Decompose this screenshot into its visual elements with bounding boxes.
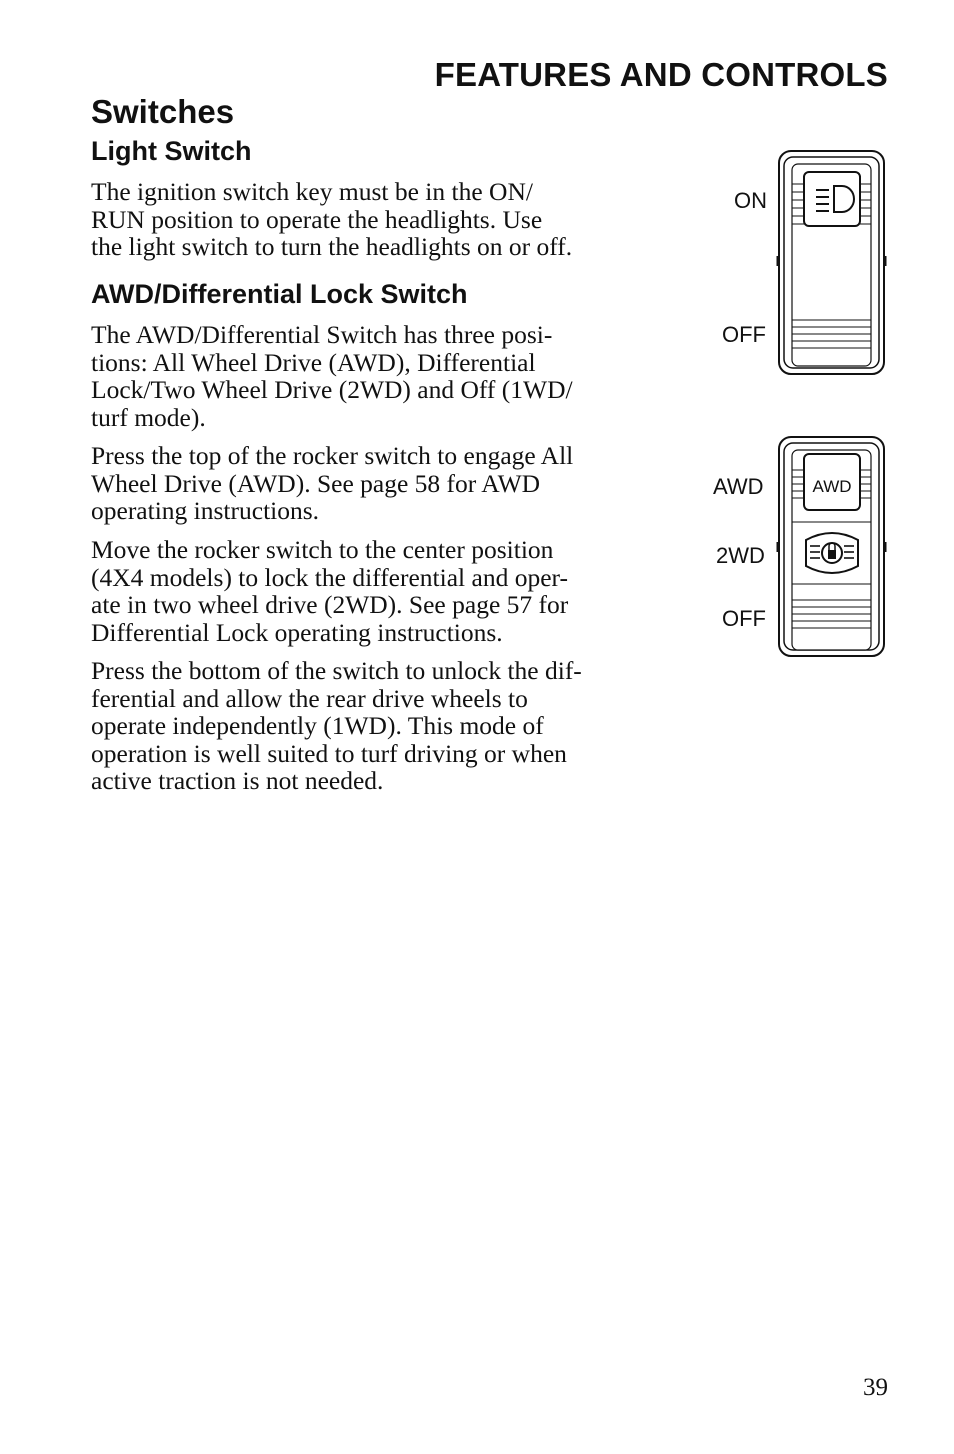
text-line: Differential Lock operating instructions. [91, 617, 503, 647]
text-line: operate independently (1WD). This mode of [91, 711, 544, 741]
section-title: Switches [91, 93, 235, 130]
awd-label: AWD [713, 474, 764, 499]
light-switch-heading: Light Switch [91, 136, 252, 166]
text-line: Move the rocker switch to the center position [91, 535, 554, 564]
off-label: OFF [722, 322, 766, 347]
text-line: ferential and allow the rear drive wheels to [91, 683, 528, 713]
light-switch-diagram [700, 148, 900, 378]
text-line: Lock/Two Wheel Drive (2WD) and Off (1WD/ [91, 375, 573, 405]
light-switch-text [91, 178, 636, 261]
rocker-switch-illustration [776, 434, 888, 660]
text-line: active traction is not needed. [91, 766, 384, 796]
awd-paragraph-2 [91, 442, 636, 525]
text-line: Press the bottom of the switch to unlock the dif- [91, 656, 582, 685]
differential-lock-icon [806, 533, 858, 573]
text-line: The ignition switch key must be in the ON/ [91, 177, 533, 206]
text-line: the light switch to turn the headlights on or off. [91, 232, 573, 262]
awd-paragraph-1 [91, 321, 636, 431]
text-line: Press the top of the rocker switch to engage All [91, 441, 574, 470]
text-line: RUN position to operate the headlights. Use [91, 204, 543, 234]
awd-button-text: AWD [812, 477, 852, 496]
text-line: operating instructions. [91, 496, 320, 526]
2wd-label: 2WD [716, 543, 765, 568]
rocker-switch-illustration [776, 148, 888, 378]
text-line: The AWD/Differential Switch has three posi- [91, 320, 553, 349]
text-line: ate in two wheel drive (2WD). See page 57 for [91, 590, 569, 620]
text-line: operation is well suited to turf driving or when [91, 738, 567, 768]
text-line: (4X4 models) to lock the differential and oper- [91, 562, 568, 592]
awd-paragraph-3 [91, 536, 636, 646]
text-line: tions: All Wheel Drive (AWD), Differential [91, 347, 536, 377]
text-line: turf mode). [91, 402, 206, 432]
text-line: Wheel Drive (AWD). See page 58 for AWD [91, 468, 541, 498]
awd-switch-diagram [700, 434, 900, 660]
page-number: 39 [863, 1374, 888, 1401]
off-label: OFF [722, 606, 766, 631]
awd-paragraph-4 [91, 657, 636, 795]
awd-switch-heading: AWD/Differential Lock Switch [91, 279, 468, 309]
page-header: FEATURES AND CONTROLS [434, 56, 888, 93]
headlight-icon [804, 172, 860, 226]
on-label: ON [734, 188, 767, 213]
